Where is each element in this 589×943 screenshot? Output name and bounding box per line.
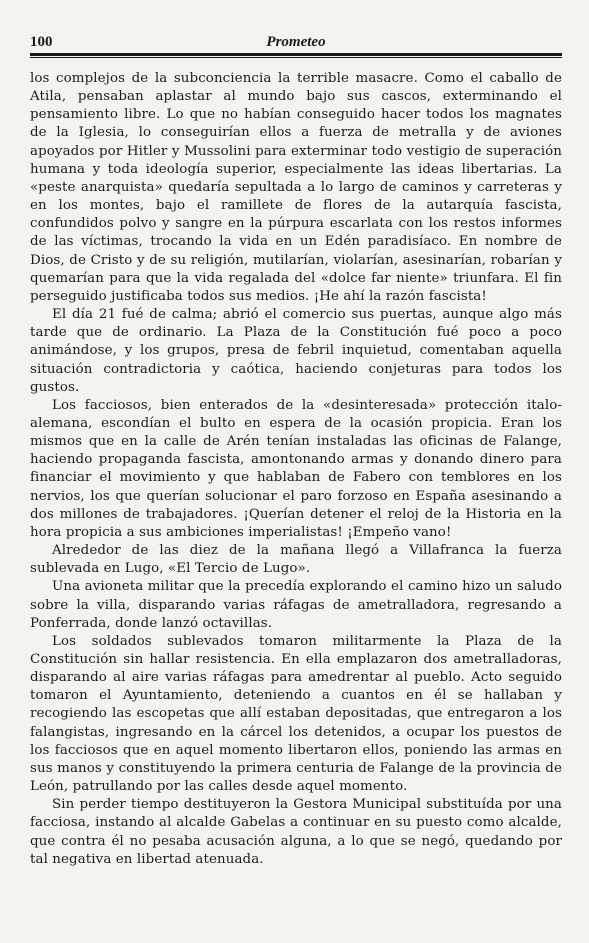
page-header <box>30 30 562 50</box>
paragraph: Sin perder tiempo destituyeron la Gestora Municipal substituída por una facciosa, instando al alcalde Gabelas a continuar en su puesto como alcalde, que contra él no pesaba acusación alguna, a lo que se negó, quedando por tal negativa en libertad atenuada. <box>30 797 562 867</box>
body-text <box>30 70 562 869</box>
paragraph: El día 21 fué de calma; abrió el comercio sus puertas, aunque algo más tarde que de ordinario. La Plaza de la Constitución fué poco a poco animándose, y los grupos, presa de febril inquietud, comentaban aquella situación contradictoria y caótica, haciendo conjeturas para todos los gustos. <box>30 307 562 395</box>
paragraph: Los facciosos, bien enterados de la «desinteresada» protección italo-alemana, escondían el bulto en espera de la ocasión propicia. Eran los mismos que en la calle de Arén tenían instaladas las oficinas de Falange, haciendo propaganda fascista, amontonando armas y donando dinero para financiar el movimiento y que hablaban de Fabero con temblores en los nervios, los que querían solucionar el paro forzoso en España asesinando a dos millones de trabajadores. ¡Querían detener el reloj de la Historia en la hora propicia a sus ambiciones imperialistas! ¡Empeño vano! <box>30 397 562 540</box>
paragraph: Los soldados sublevados tomaron militarmente la Plaza de la Constitución sin hallar resistencia. En ella emplazaron dos ametralladoras, disparando al aire varias ráfagas para amedrentar al pueblo. Acto seguido tomaron el Ayuntamiento, deteniendo a cuantos en él se hallaban y recogiendo las escopetas que allí estaban depositadas, que entregaron a los falangistas, ingresando en la cárcel los detenidos, a ocupar los puestos de los facciosos que en aquel momento libertaron ellos, poniendo las armas en sus manos y constituyendo la primera centuria de Falange de la provincia de León, patrullando por las calles desde aquel momento. <box>30 633 562 795</box>
paragraph: los complejos de la subconciencia la terrible masacre. Como el caballo de Atila, pensaban aplastar al mundo bajo sus cascos, exterminando el pensamiento libre. Lo que no habían conseguido hacer todos los magnates de la Iglesia, lo conseguirían ellos a fuerza de metralla y de aviones apoyados por Hitler y Mussolini para exterminar todo vestigio de superación humana y toda ideología superior, especialmente las ideas libertarias. La «peste anarquista» quedaría sepultada a lo largo de caminos y carreteras y en los montes, bajo el ramillete de flores de la autarquía fascista, confundidos polvo y sangre en la púrpura escarlata con los restos informes de las víctimas, trocando la vida en un Edén paradisíaco. En nombre de Dios, de Cristo y de su religión, mutilarían, violarían, asesinarían, robarían y quemarían para que la vida regalada del «dolce far niente» triunfara. El fin perseguido justificaba todos sus medios. ¡He ahí la razón fascista! <box>30 71 562 304</box>
book-page <box>30 30 562 869</box>
paragraph: Una avioneta militar que la precedía explorando el camino hizo un saludo sobre la villa, disparando varias ráfagas de ametralladora, regresando a Ponferrada, donde lanzó octavillas. <box>30 579 562 631</box>
paragraph: Alrededor de las diez de la mañana llegó a Villafranca la fuerza sublevada en Lugo, «El Tercio de Lugo». <box>30 543 562 577</box>
running-title: Prometeo <box>266 34 326 50</box>
page-number: 100 <box>30 34 53 50</box>
header-rule <box>30 53 562 58</box>
